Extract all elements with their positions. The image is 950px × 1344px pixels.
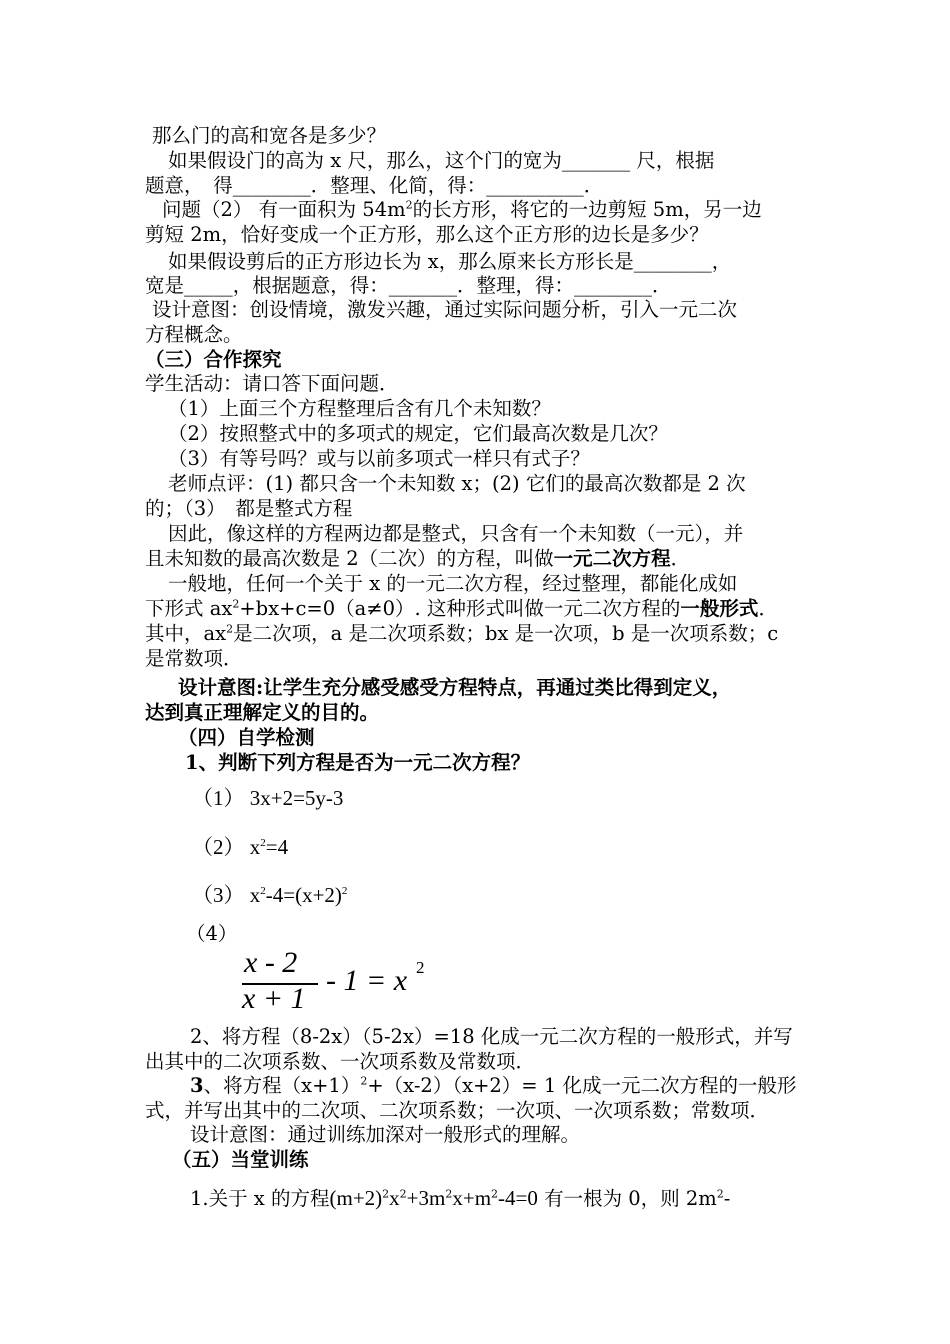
text-line: （2）按照整式中的多项式的规定，它们最高次数是几次？ (168, 422, 668, 445)
text-line: 且未知数的最高次数是 2（二次）的方程，叫做一元二次方程． (145, 547, 691, 570)
question-3: 3、将方程$(x+1)^2+(x-2)(x+2)= 1$ 化成一元二次方程的一般形 (190, 1074, 797, 1097)
question-1: 1、判断下列方程是否为一元二次方程？ (185, 751, 531, 774)
fraction-rest: - 1 = x (326, 964, 408, 997)
text-line: 下形式 $ax^2+bx+c=0(a\ne 0)$. 这种形式叫做一元二次方程的一般形式． (145, 597, 778, 620)
fraction-exponent: 2 (416, 958, 425, 977)
text-line: 那么门的高和宽各是多少？ (152, 124, 387, 147)
text-line: （1）上面三个方程整理后含有几个未知数？ (168, 397, 551, 420)
text-line: 设计意图：创设情境，激发兴趣，通过实际问题分析，引入一元二次 (152, 298, 738, 321)
text-line: 问题（2） 有一面积为 $54m^2$的长方形，将它的一边剪短 5m，另一边 (162, 198, 762, 221)
question-2-cont: 出其中的二次项系数、一次项系数及常数项． (145, 1050, 536, 1073)
text-line: 是常数项． (145, 647, 243, 670)
text-line: 如果假设剪后的正方形边长为 x，那么原来长方形长是________， (168, 250, 732, 273)
text-line: 一般地，任何一个关于 x 的一元二次方程，经过整理，都能化成如 (168, 572, 738, 595)
design-intent-bold: 设计意图:让学生充分感受感受方程特点，再通过类比得到定义， (178, 676, 732, 699)
text-line: 题意， 得________．整理、化简，得：__________． (145, 174, 604, 197)
design-intent-bold: 达到真正理解定义的目的。 (145, 701, 380, 724)
text-line: 学生活动：请口答下面问题． (145, 372, 399, 395)
equation-2: （2） $x^2=4$ (192, 835, 289, 859)
fraction-equation (240, 946, 480, 1018)
equation-1: （1） 3x+2=5y-3 (192, 786, 344, 810)
question-2: 2、将方程（8-2x）（5-2x）=18 化成一元二次方程的一般形式，并写 (190, 1025, 793, 1048)
text-line: 因此，像这样的方程两边都是整式，只含有一个未知数（一元），并 (168, 522, 744, 545)
text-line: 剪短 2m，恰好变成一个正方形，那么这个正方形的边长是多少？ (145, 223, 709, 246)
fraction-denominator: x + 1 (242, 982, 306, 1015)
equation-4-label: （4） (186, 922, 238, 945)
text-line: （3）有等号吗？或与以前多项式一样只有式子？ (168, 447, 590, 470)
text-line: 的；（3） 都是整式方程 (145, 497, 353, 520)
equation-3: （3） $x^2-4=(x+2)^2$ (192, 883, 348, 907)
section-heading-3: （三）合作探究 (145, 348, 282, 371)
practice-1: 1.关于 x 的方程$(m+2)^2x^2+3m^2x+m^2-4=0$ 有一根为 0，则 $2m^2-$ (190, 1186, 731, 1210)
section-heading-5: （五）当堂训练 (172, 1148, 309, 1171)
section-heading-4: （四）自学检测 (178, 726, 315, 749)
text-line: 方程概念。 (145, 323, 243, 346)
text-line: 设计意图：通过训练加深对一般形式的理解。 (190, 1123, 581, 1146)
question-3-cont: 式，并写出其中的二次项、二次项系数；一次项、一次项系数；常数项． (145, 1099, 770, 1122)
text-line: 宽是_____，根据题意，得：_______．整理，得：________． (145, 274, 672, 297)
fraction-numerator: x - 2 (244, 946, 298, 979)
text-line: 如果假设门的高为 x 尺，那么，这个门的宽为_______ 尺，根据 (168, 149, 715, 172)
text-line: 其中，$ax^2$是二次项，a 是二次项系数；bx 是一次项，b 是一次项系数；c (145, 622, 779, 645)
text-line: 老师点评：(1) 都只含一个未知数 x；(2) 它们的最高次数都是 2 次 (168, 472, 746, 495)
